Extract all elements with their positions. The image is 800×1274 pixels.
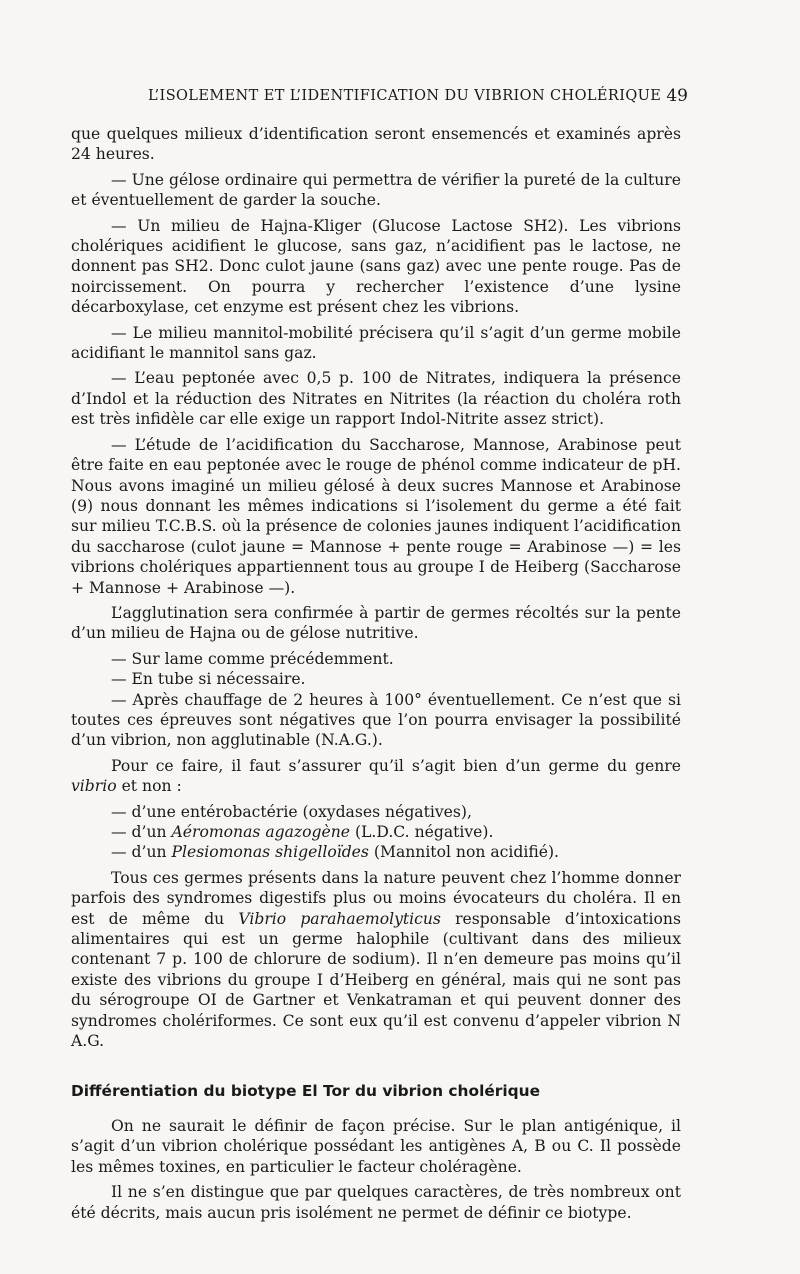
paragraph: — Sur lame comme précédemment. xyxy=(111,649,394,668)
paragraph xyxy=(71,822,681,842)
paragraph: L’agglutination sera confirmée à partir de germes récoltés sur la pente d’un milieu de Hajna ou de gélose nutritive. xyxy=(71,603,681,643)
paragraph xyxy=(71,842,681,862)
italic-term: Vibrio parahaemolyticus xyxy=(238,909,441,928)
text-run: et non : xyxy=(121,777,182,796)
paragraph: — Un milieu de Hajna-Kliger (Glucose Lactose SH2). Les vibrions cholériques acidifient le glucose, sans gaz, n’acidifient pas le lactose, ne donnent pas SH2. Donc culot jaune (sans gaz) avec une pente rouge. Pas de noircissement. On pourra y rechercher l’existence d’une lysine décarboxylase, cet enzyme est présent chez les vibrions. xyxy=(71,216,681,317)
paragraph xyxy=(71,756,681,797)
running-title: L’ISOLEMENT ET L’IDENTIFICATION DU VIBRION CHOLÉRIQUE xyxy=(148,88,662,104)
text-run: — d’un xyxy=(111,823,167,841)
italic-term: Plesiomonas shigelloïdes xyxy=(171,843,369,862)
text-run: responsable d’intoxications alimentaires qui est un germe halophile (cultivant dans des milieux contenant 7 p. 100 de chlorure de sodium). Il n’en demeure pas moins qu’il existe des vibrions du groupe I d’Heiberg en général, mais qui ne sont pas du sérogroupe OI de Gartner et Venkatraman et qui peuvent donner des syndromes cholériformes. Ce sont eux qu’il est convenu d’appeler vibrion N A.G. xyxy=(71,909,681,1051)
paragraph: — d’une entérobactérie (oxydases négatives), xyxy=(111,802,472,821)
italic-term: Aéromonas agazogène xyxy=(171,823,351,841)
paragraph: — L’eau peptonée avec 0,5 p. 100 de Nitrates, indiquera la présence d’Indol et la réduction des Nitrates en Nitrites (la réaction du choléra roth est très infidèle car elle exige un rapport Indol-Nitrite assez strict). xyxy=(71,369,681,429)
paragraph: Il ne s’en distingue que par quelques caractères, de très nombreux ont été décrits, mais aucun pris isolément ne permet de définir ce biotype. xyxy=(71,1183,681,1222)
text-run: (Mannitol non acidifié). xyxy=(373,843,559,862)
text-run: (L.D.C. négative). xyxy=(354,823,494,841)
paragraph: — Une gélose ordinaire qui permettra de vérifier la pureté de la culture et éventuellement de garder la souche. xyxy=(71,170,681,210)
paragraph xyxy=(71,868,681,1052)
page-number: 49 xyxy=(666,86,688,106)
paragraph: que quelques milieux d’identification seront ensemencés et examinés après 24 heures. xyxy=(71,125,681,164)
text-run: Pour ce faire, il faut s’assurer qu’il s’agit bien d’un germe du genre xyxy=(111,756,681,775)
paragraph: — Après chauffage de 2 heures à 100° éventuellement. Ce n’est que si toutes ces épreuves sont négatives que l’on pourra envisager la possibilité d’un vibrion, non agglutinable (N.A.G.). xyxy=(71,690,681,750)
italic-term: vibrio xyxy=(71,777,117,796)
paragraph: — Le milieu mannitol-mobilité précisera qu’il s’agit d’un germe mobile acidifiant le mannitol sans gaz. xyxy=(71,323,681,363)
text-run: Tous ces germes présents dans la nature peuvent chez l’homme donner parfois des syndromes digestifs plus ou moins évocateurs du choléra. Il en est de même du xyxy=(71,868,681,928)
paragraph: — En tube si nécessaire. xyxy=(111,670,306,689)
text-run: — d’un xyxy=(111,843,167,862)
paragraph: — L’étude de l’acidification du Saccharose, Mannose, Arabinose peut être faite en eau peptonée avec le rouge de phénol comme indicateur de pH. Nous avons imaginé un milieu gélosé à deux sucres Mannose et Arabinose (9) nous donnant les mêmes indications si l’isolement du germe a été fait sur milieu T.C.B.S. où la présence de colonies jaunes indiquent l’acidification du saccharose (culot jaune = Mannose + pente rouge = Arabinose —) = les vibrions cholériques appartiennent tous au groupe I de Heiberg (Saccharose + Mannose + Arabinose —). xyxy=(71,435,681,597)
paragraph: On ne saurait le définir de façon précise. Sur le plan antigénique, il s’agit d’un vibrion cholérique possédant les antigènes A, B ou C. Il possède les mêmes toxines, en particulier le facteur choléragène. xyxy=(71,1116,681,1176)
body-text xyxy=(71,124,681,1223)
running-header xyxy=(148,88,688,110)
section-heading: Différentiation du biotype El Tor du vibrion cholérique xyxy=(71,1082,541,1101)
